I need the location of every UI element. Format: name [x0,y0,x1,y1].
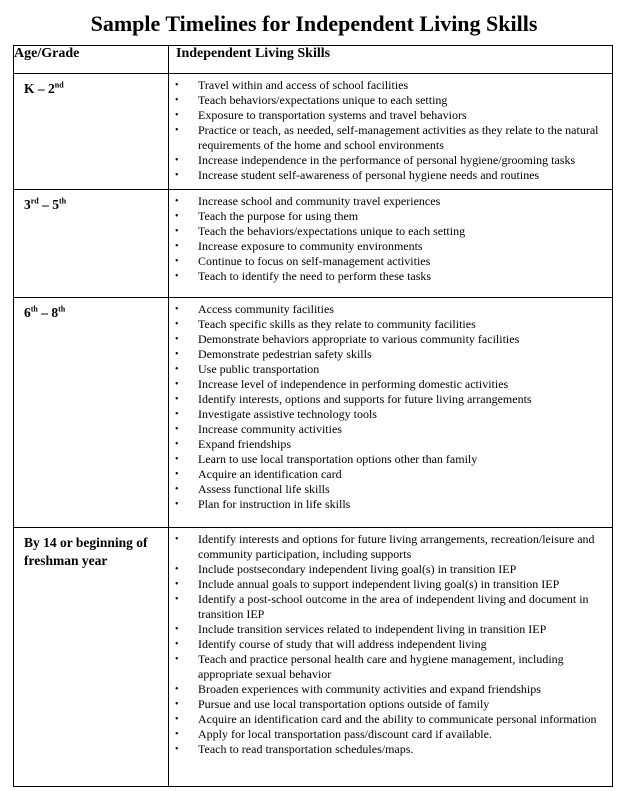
skill-item [169,377,608,392]
skill-text: Demonstrate behaviors appropriate to various community facilities [198,332,520,346]
skill-item [169,347,608,362]
skill-item [169,269,608,284]
bullet-icon: • [175,454,179,465]
skill-item [169,362,608,377]
bullet-icon: • [175,125,179,136]
bullet-icon: • [175,409,179,420]
skill-item [169,332,608,347]
skill-text: Teach and practice personal health care and hygiene management, including appropriate sexual behavior [198,652,564,681]
age-grade-cell [14,190,169,298]
skill-item [169,622,608,637]
skill-item [169,108,608,123]
skills-cell [169,190,613,298]
skill-text: Use public transportation [198,362,320,376]
skill-item [169,437,608,452]
age-grade-text: – 5 [38,197,59,212]
skills-cell [169,528,613,787]
skill-item [169,224,608,239]
age-grade-text: By 14 or beginning of freshman year [24,535,148,568]
bullet-icon: • [175,95,179,106]
skill-item [169,682,608,697]
skill-item [169,637,608,652]
skill-item [169,422,608,437]
skill-text: Plan for instruction in life skills [198,497,351,511]
skill-item [169,153,608,168]
skill-text: Increase exposure to community environments [198,239,423,253]
bullet-icon: • [175,729,179,740]
bullet-icon: • [175,196,179,207]
skill-text: Assess functional life skills [198,482,330,496]
age-grade-superscript: rd [30,196,39,206]
skills-list [169,190,612,290]
skill-text: Include annual goals to support independent living goal(s) in transition IEP [198,577,560,591]
bullet-icon: • [175,439,179,450]
bullet-icon: • [175,499,179,510]
skill-text: Pursue and use local transportation options outside of family [198,697,490,711]
skills-header: Independent Living Skills [169,46,613,74]
age-grade-superscript: th [58,304,66,314]
skill-text: Identify a post-school outcome in the area of independent living and document in transition IEP [198,592,589,621]
age-grade-text: – 8 [37,305,59,320]
skill-text: Increase student self-awareness of personal hygiene needs and routines [198,168,540,182]
skill-item [169,742,608,757]
age-grade-text: 6 [24,305,31,320]
bullet-icon: • [175,334,179,345]
skill-text: Acquire an identification card and the ability to communicate personal information [198,712,597,726]
skill-item [169,562,608,577]
age-grade-text: K – 2 [24,81,55,96]
bullet-icon: • [175,699,179,710]
bullet-icon: • [175,534,179,545]
skill-item [169,78,608,93]
skill-text: Exposure to transportation systems and travel behaviors [198,108,467,122]
skill-text: Teach the purpose for using them [198,209,359,223]
table-row [14,190,613,298]
bullet-icon: • [175,394,179,405]
skill-text: Increase independence in the performance of personal hygiene/grooming tasks [198,153,576,167]
skill-text: Learn to use local transportation options other than family [198,452,478,466]
page-title: Sample Timelines for Independent Living Skills [90,11,538,36]
skill-text: Increase community activities [198,422,342,436]
skill-text: Practice or teach, as needed, self-management activities as they relate to the natural requirements of the home and school environments [198,123,599,152]
skill-item [169,452,608,467]
skill-text: Identify interests, options and supports for future living arrangements [198,392,532,406]
table-row [14,298,613,528]
skill-item [169,209,608,224]
skill-item [169,194,608,209]
skill-text: Teach specific skills as they relate to community facilities [198,317,476,331]
bullet-icon: • [175,155,179,166]
bullet-icon: • [175,484,179,495]
bullet-icon: • [175,304,179,315]
skill-item [169,254,608,269]
bullet-icon: • [175,110,179,121]
skill-text: Expand friendships [198,437,291,451]
age-grade-text: 3 [24,197,31,212]
bullet-icon: • [175,271,179,282]
skill-item [169,712,608,727]
skill-text: Teach the behaviors/expectations unique to each setting [198,224,466,238]
bullet-icon: • [175,744,179,755]
skill-item [169,497,608,512]
bullet-icon: • [175,319,179,330]
skill-item [169,302,608,317]
skill-text: Increase level of independence in performing domestic activities [198,377,509,391]
age-grade-cell [14,528,169,787]
skill-item [169,482,608,497]
skill-text: Access community facilities [198,302,334,316]
skill-item [169,467,608,482]
skills-list [169,528,612,763]
bullet-icon: • [175,624,179,635]
skill-text: Teach to read transportation schedules/maps. [198,742,414,756]
age-grade-superscript: nd [54,80,64,90]
skill-item [169,317,608,332]
skill-text: Travel within and access of school facilities [198,78,409,92]
bullet-icon: • [175,364,179,375]
skills-list [169,298,612,518]
skill-text: Identify course of study that will address independent living [198,637,487,651]
table-row [14,74,613,190]
bullet-icon: • [175,579,179,590]
skill-text: Teach behaviors/expectations unique to each setting [198,93,448,107]
bullet-icon: • [175,241,179,252]
skill-item [169,652,608,682]
skill-text: Include postsecondary independent living goal(s) in transition IEP [198,562,517,576]
skill-item [169,577,608,592]
skills-list [169,74,612,189]
age-grade-cell [14,74,169,190]
skill-item [169,239,608,254]
bullet-icon: • [175,594,179,605]
skill-text: Include transition services related to independent living in transition IEP [198,622,547,636]
age-grade-header: Age/Grade [14,46,169,74]
skill-text: Demonstrate pedestrian safety skills [198,347,372,361]
skill-item [169,532,608,562]
skills-cell [169,74,613,190]
bullet-icon: • [175,211,179,222]
skill-text: Teach to identify the need to perform these tasks [198,269,432,283]
skill-text: Continue to focus on self-management activities [198,254,431,268]
bullet-icon: • [175,379,179,390]
bullet-icon: • [175,654,179,665]
skill-text: Acquire an identification card [198,467,342,481]
skill-item [169,407,608,422]
skill-text: Identify interests and options for future living arrangements, recreation/leisure and community participation, including supports [198,532,595,561]
table-row [14,528,613,787]
bullet-icon: • [175,684,179,695]
header-row [14,46,613,74]
bullet-icon: • [175,226,179,237]
skill-text: Investigate assistive technology tools [198,407,377,421]
skill-item [169,592,608,622]
bullet-icon: • [175,349,179,360]
skill-item [169,727,608,742]
skill-text: Broaden experiences with community activities and expand friendships [198,682,541,696]
skill-item [169,697,608,712]
bullet-icon: • [175,639,179,650]
bullet-icon: • [175,564,179,575]
age-grade-superscript: th [59,196,67,206]
age-grade-cell [14,298,169,528]
skill-item [169,123,608,153]
skill-item [169,392,608,407]
skill-item [169,168,608,183]
bullet-icon: • [175,714,179,725]
age-grade-superscript: th [30,304,38,314]
bullet-icon: • [175,170,179,181]
bullet-icon: • [175,469,179,480]
skill-text: Increase school and community travel experiences [198,194,441,208]
skill-text: Apply for local transportation pass/discount card if available. [198,727,492,741]
bullet-icon: • [175,256,179,267]
skills-cell [169,298,613,528]
skill-item [169,93,608,108]
timeline-table [13,45,613,787]
bullet-icon: • [175,80,179,91]
bullet-icon: • [175,424,179,435]
